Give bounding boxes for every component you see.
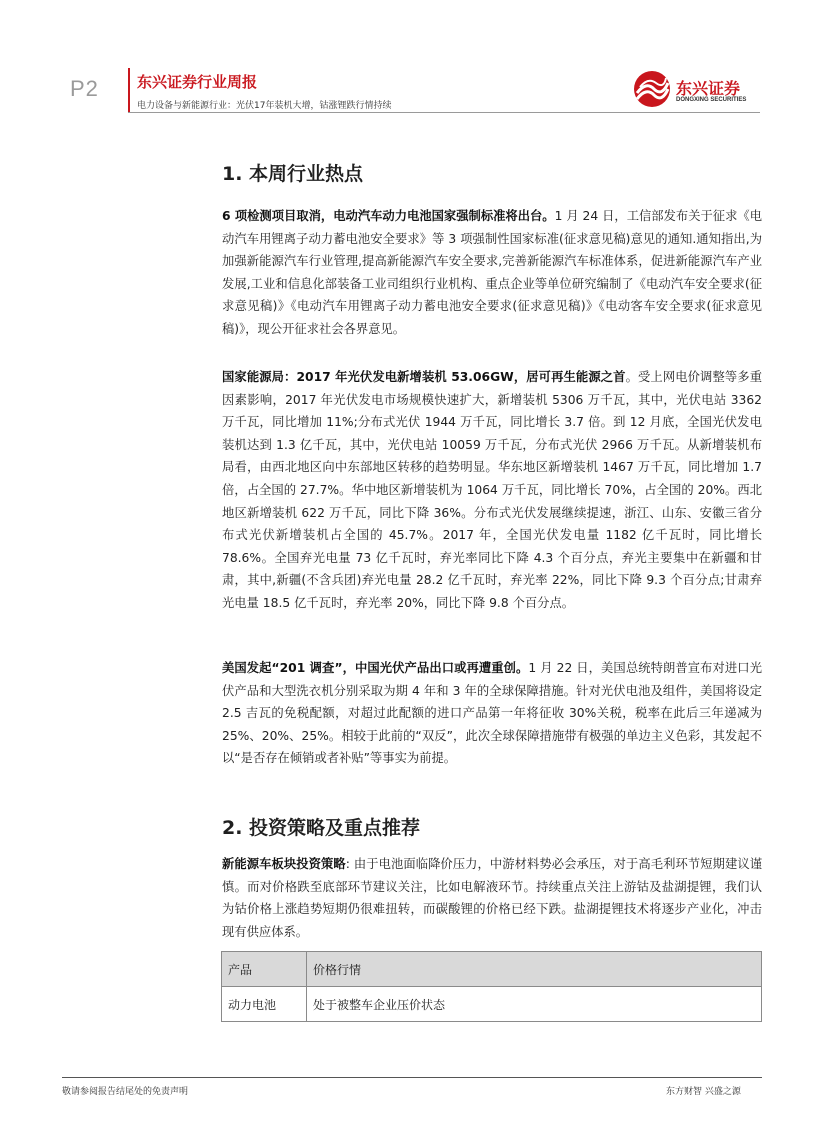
- paragraph-body: 。受上网电价调整等多重因素影响，2017 年光伏发电市场规模快速扩大，新增装机 5306 万千瓦，其中，光伏电站 3362 万千瓦，同比增加 11%;分布式光伏 1944 万千瓦，同比增长 3.7 倍。到 12 月底，全国光伏发电装机达到 1.3 亿千瓦，其中，光伏电站 10059 万千瓦，分布式光伏 2966 万千瓦。从新增装机布局看，由西北地区向中东部地区转移的趋势明显。华东地区新增装机 1467 万千瓦，同比增加 1.7 倍，占全国的 27.7%。华中地区新增装机为 1064 万千瓦，同比增长 70%，占全国的 20%。西北地区新增装机 622 万千瓦，同比下降 36%。分布式光伏发展继续提速，浙江、山东、安徽三省分布式光伏新增装机占全国的 45.7%。2017 年，全国光伏发电量 1182 亿千瓦时，同比增长 78.6%。全国弃光电量 73 亿千瓦时，弃光率同比下降 4.3 个百分点，弃光主要集中在新疆和甘肃，其中,新疆(不含兵团)弃光电量 28.2 亿千瓦时，弃光率 22%，同比下降 9.3 个百分点;甘肃弃光电量 18.5 亿千瓦时，弃光率 20%，同比下降 9.8 个百分点。: [222, 370, 762, 610]
- paragraph-lead: 6 项检测项目取消，电动汽车动力电池国家强制标准将出台。: [222, 209, 555, 223]
- paragraph-lead: 国家能源局：2017 年光伏发电新增装机 53.06GW，居可再生能源之首: [222, 370, 626, 384]
- company-logo: [632, 68, 762, 110]
- table-row: [222, 987, 762, 1022]
- paragraph-ev-strategy: [222, 853, 762, 943]
- header-divider-horizontal: [128, 112, 760, 113]
- section-title-hotspots: 1. 本周行业热点: [222, 163, 364, 185]
- page-number: P2: [70, 76, 99, 101]
- footer-disclaimer: 敬请参阅报告结尾处的免责声明: [62, 1087, 189, 1097]
- logo-english-name: DONGXING SECURITIES: [676, 97, 747, 103]
- paragraph-body: : 由于电池面临降价压力，中游材料势必会承压，对于高毛利环节短期建议谨慎。而对价格跌至底部环节建议关注，比如电解液环节。持续重点关注上游钴及盐湖提锂，我们认为钴价格上涨趋势短期仍很难扭转，而碳酸锂的价格已经下跌。盐湖提锂技术将逐步产业化，冲击现有供应体系。: [222, 857, 762, 939]
- paragraph-201-investigation: [222, 657, 762, 770]
- footer-slogan: 东方财智 兴盛之源: [666, 1087, 741, 1097]
- table-cell-price: 处于被整车企业压价状态: [307, 987, 762, 1022]
- section-title-strategy: 2. 投资策略及重点推荐: [222, 817, 421, 839]
- logo-emblem-icon: [632, 69, 672, 109]
- logo-name: 东兴证券: [676, 79, 741, 98]
- price-table: [221, 951, 762, 1022]
- table-header-price: 价格行情: [307, 952, 762, 987]
- paragraph-lead: 新能源车板块投资策略: [222, 857, 346, 871]
- paragraph-battery-standard: [222, 205, 762, 341]
- paragraph-body: 1 月 22 日，美国总统特朗普宣布对进口光伏产品和大型洗衣机分别采取为期 4 年和 3 年的全球保障措施。针对光伏电池及组件，美国将设定 2.5 吉瓦的免税配额，对超过此配额的进口产品第一年将征收 30%关税，税率在此后三年递减为 25%、20%、25%。相较于此前的“双反”，此次全球保障措施带有极强的单边主义色彩，其发起不以“是否存在倾销或者补贴”等事实为前提。: [222, 661, 762, 766]
- table-cell-product: 动力电池: [222, 987, 307, 1022]
- page-header: [0, 0, 827, 130]
- report-title: 东兴证券行业周报: [137, 73, 258, 91]
- paragraph-lead: 美国发起“201 调查”，中国光伏产品出口或再遭重创。: [222, 661, 529, 675]
- paragraph-body: 1 月 24 日，工信部发布关于征求《电动汽车用锂离子动力蓄电池安全要求》等 3 项强制性国家标准(征求意见稿)意见的通知.通知指出,为加强新能源汽车行业管理,提高新能源汽车安全要求,完善新能源汽车标准体系，促进新能源汽车产业发展,工业和信息化部装备工业司组织行业机构、重点企业等单位研究编制了《电动汽车安全要求(征求意见稿)》《电动汽车用锂离子动力蓄电池安全要求(征求意见稿)》《电动客车安全要求(征求意见稿)》，现公开征求社会各界意见。: [222, 209, 762, 336]
- report-subtitle: 电力设备与新能源行业：光伏17年装机大增，钴涨锂跌行情持续: [137, 101, 392, 111]
- header-divider-vertical: [128, 68, 130, 112]
- paragraph-pv-installation: [222, 366, 762, 615]
- footer-divider: [62, 1077, 762, 1078]
- table-header-product: 产品: [222, 952, 307, 987]
- table-header-row: [222, 952, 762, 987]
